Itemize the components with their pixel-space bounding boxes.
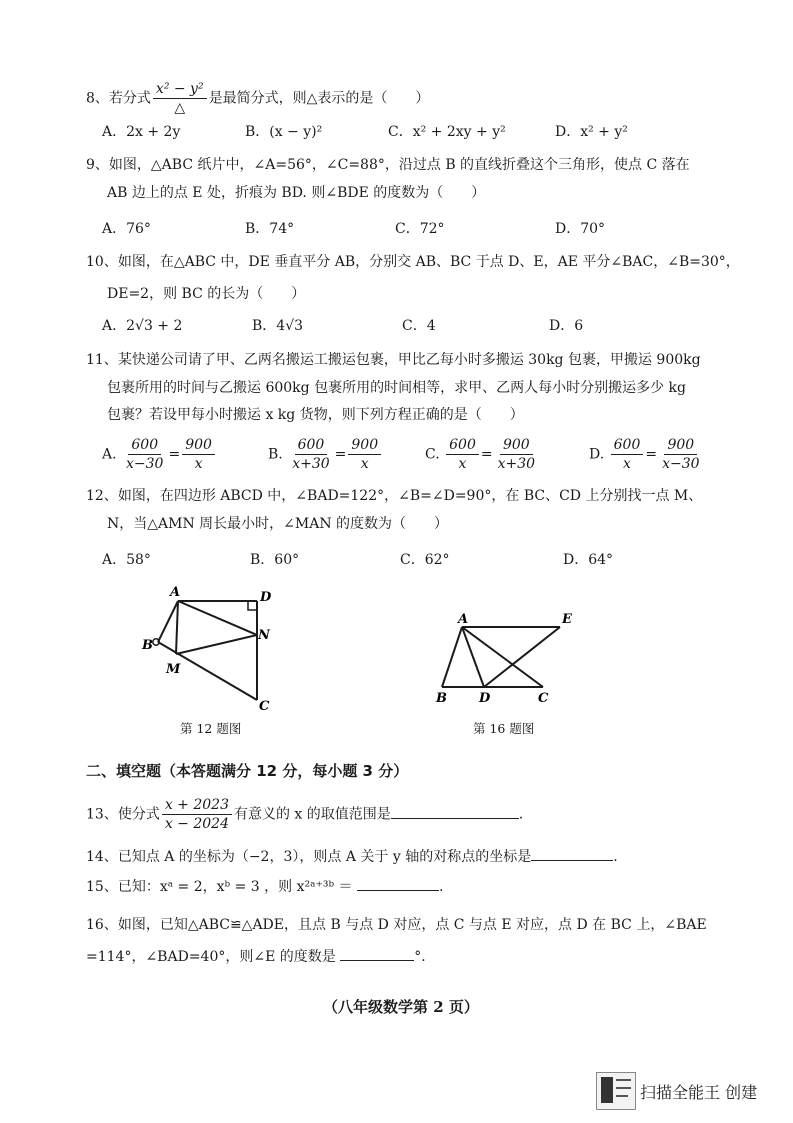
q8-option-b: B．(x − y)² [245,124,323,140]
q16-line-1: 16、如图，已知△ABC≌△ADE，且点 B 与点 D 对应，点 C 与点 E 对应，点 D 在 BC 上，∠BAE [86,917,707,933]
q12-option-c: C．62° [400,552,450,568]
q8-frac-num: x² − y² [153,80,207,99]
fig12-right-angle-d [248,601,257,610]
q10-option-c: C．4 [402,318,436,334]
q14-text: 14、已知点 A 的坐标为（−2，3），则点 A 关于 y 轴的对称点的坐标是 [86,849,532,865]
frac-num: 900 [348,436,381,455]
q11-b-label: B. [268,446,283,463]
q14-answer-blank[interactable] [531,860,613,861]
q13-frac-num: x + 2023 [162,796,232,815]
q12-option-d: D．64° [563,552,614,568]
q9-option-d: D．70° [555,221,606,237]
figure-16-diagram [430,605,570,710]
q11-c-left-frac [446,436,479,473]
q8-option-a: A．2x + 2y [102,124,181,140]
frac-num: 600 [611,436,644,455]
q11-d-left-frac [611,436,644,473]
fig16-label-b: B [436,691,447,706]
question-8 [86,80,429,117]
q12-option-b: B．60° [250,552,300,568]
logo-line [616,1079,631,1081]
q13-end: . [518,806,524,823]
q11-c-right-frac [495,436,538,473]
q13-number: 13、 [86,806,118,823]
q12-option-a: A．58° [102,552,151,568]
fig16-label-d: D [479,691,491,706]
q16-end: °． [414,949,436,965]
q9-line-2: AB 边上的点 E 处，折痕为 BD. 则∠BDE 的度数为（ ） [107,185,486,201]
frac-den: x−30 [662,456,700,472]
fig16-segment-ac [462,627,543,687]
q11-d-right-frac [659,436,702,473]
q12-line-2: N，当△AMN 周长最小时，∠MAN 的度数为（ ） [107,516,449,532]
fig12-segment-am [176,601,178,654]
q11-line-3: 包裹？若设甲每小时搬运 x kg 货物，则下列方程正确的是（ ） [107,407,524,423]
frac-den: x [360,456,369,472]
q11-a-label: A. [102,446,117,463]
figure-12-diagram [130,580,290,715]
question-13 [86,796,523,833]
q9-option-c: C．72° [395,221,445,237]
q9-option-b: B．74° [245,221,295,237]
q16-line-2-row [86,946,435,966]
q16-line-2: =114°，∠BAD=40°，则∠E 的度数是 [86,949,336,965]
frac-den: x+30 [292,456,330,472]
fig12-label-n: N [258,628,270,643]
q8-option-d: D．x² + y² [555,124,628,140]
frac-den: x+30 [497,456,536,472]
frac-num: 900 [182,436,215,455]
q13-suffix: 有意义的 x 的取值范围是 [233,806,391,823]
scanner-app-logo [596,1072,636,1110]
q8-fraction [153,80,207,117]
fig12-label-b: B [142,638,153,653]
q11-line-2: 包裹所用的时间与乙搬运 600kg 包裹所用的时间相等，求甲、乙两人每小时分别搬运多少 kg [107,380,686,396]
frac-den: x [194,456,203,472]
q14-end: . [613,849,618,865]
q16-answer-blank[interactable] [340,960,414,961]
frac-num: 600 [446,436,479,455]
q10-line-2: DE=2，则 BC 的长为（ ） [107,286,306,302]
fig12-label-m: M [166,662,181,677]
q11-d-label: D. [589,446,605,463]
q13-frac-den: x − 2024 [164,816,229,832]
q10-option-b: B．4√3 [252,318,304,334]
q8-number: 8、 [86,90,109,107]
frac-num: 600 [128,436,161,455]
q11-c-label: C. [425,446,440,463]
q11-option-c: C. $\frac{600}{x}$ = $\frac{900}{x+30}$ [425,436,540,473]
fig16-segment-ab [442,627,462,687]
fig12-label-d: D [260,590,272,605]
frac-den: x [623,456,631,472]
frac-num: 600 [295,436,328,455]
frac-num: 900 [664,436,697,455]
q11-b-left-frac [289,436,332,473]
q13-prefix: 使分式 [117,806,160,823]
fig16-segment-de [484,627,560,687]
q13-answer-blank[interactable] [391,818,519,819]
q15-answer-blank[interactable] [357,890,439,891]
q15-end: . [439,879,444,895]
qr-block-icon [601,1077,613,1103]
figure-16-caption: 第 16 题图 [473,721,535,736]
q8-suffix: 是最简分式，则△表示的是（ ） [208,90,430,107]
frac-den: x−30 [126,456,164,472]
q11-option-d: D. $\frac{600}{x}$ = $\frac{900}{x-30}$ [589,436,705,473]
fig16-label-e: E [562,612,572,627]
fig16-label-a: A [458,612,469,627]
q11-a-left-frac [123,436,166,473]
question-15 [86,876,443,896]
q8-option-c: C．x² + 2xy + y² [388,124,506,140]
q8-frac-den: △ [174,100,186,116]
logo-line [616,1087,631,1089]
frac-num: 900 [500,436,533,455]
fig12-segment-mn [176,635,257,654]
q13-fraction [162,796,232,833]
page-footer: （八年级数学第 2 页） [323,998,479,1016]
q10-option-a: A．2√3 + 2 [102,318,183,334]
section-2-heading: 二、填空题（本答题满分 12 分，每小题 3 分） [86,762,409,780]
question-14 [86,846,618,866]
q11-option-b: B. $\frac{600}{x+30}$ = $\frac{900}{x}$ [268,436,383,473]
fig12-label-a: A [170,585,181,600]
q9-option-a: A．76° [102,221,151,237]
logo-line [616,1095,628,1097]
fig16-label-c: C [538,691,549,706]
q15-text: 15、已知：xᵃ = 2，xᵇ = 3 ，则 x²ᵃ⁺³ᵇ ＝ [86,879,353,895]
fig12-segment-an [178,601,257,635]
q11-b-right-frac [348,436,381,473]
q11-line-1: 11、某快递公司请了甲、乙两名搬运工搬运包裹，甲比乙每小时多搬运 30kg 包裹，甲搬运 900kg [86,352,701,368]
q10-option-d: D．6 [549,318,584,334]
q11-a-right-frac [182,436,215,473]
q10-line-1: 10、如图，在△ABC 中，DE 垂直平分 AB，分别交 AB、BC 于点 D、E，AE 平分∠BAC，∠B=30°， [86,254,740,270]
q11-option-a: A. $\frac{600}{x-30}$ = $\frac{900}{x}$ [102,436,217,473]
q9-line-1: 9、如图，△ABC 纸片中，∠A=56°，∠C=88°，沿过点 B 的直线折叠这个三角形，使点 C 落在 [86,157,690,173]
q8-prefix: 若分式 [108,90,151,107]
frac-den: x [458,456,467,472]
q12-line-1: 12、如图，在四边形 ABCD 中，∠BAD=122°，∠B=∠D=90°，在 BC、CD 上分别找一点 M、 [86,488,703,504]
fig12-label-c: C [259,699,270,714]
fig12-segment-ab [158,601,178,642]
scanner-watermark-text: 扫描全能王 创建 [640,1083,758,1102]
figure-12-caption: 第 12 题图 [180,721,242,736]
